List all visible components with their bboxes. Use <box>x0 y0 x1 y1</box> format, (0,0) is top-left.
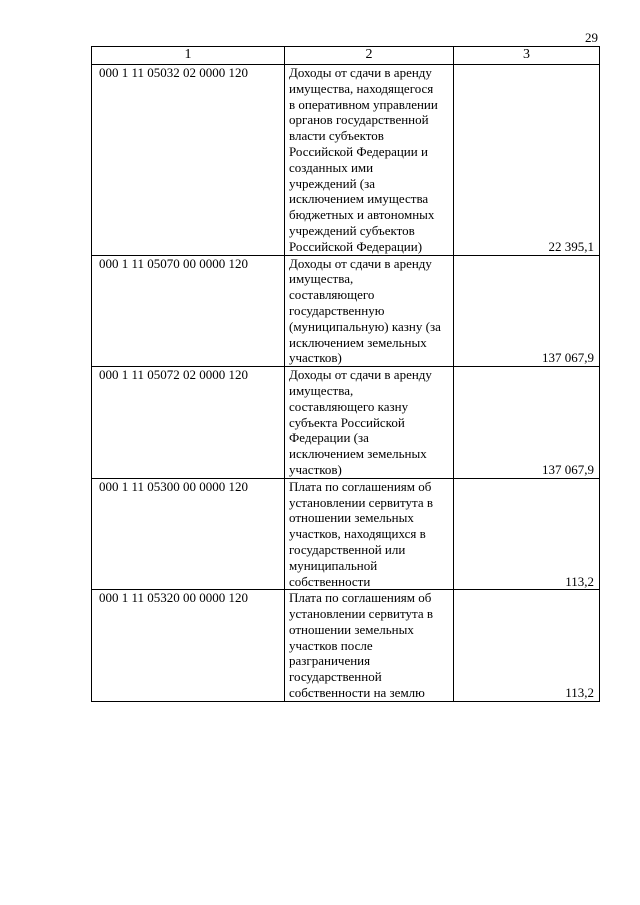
budget-revenue-table <box>91 46 600 702</box>
description-line: участков) <box>289 350 342 366</box>
revenue-code-cell: 000 1 11 05070 00 0000 120 <box>92 255 285 367</box>
description-line: Российской Федерации) <box>289 238 423 254</box>
description-line: Плата по соглашениям об <box>289 478 432 494</box>
description-line: власти субъектов <box>289 128 384 144</box>
description-line: созданных ими <box>289 159 374 175</box>
header-col-amount: 3 <box>454 47 600 65</box>
description-line: имущества, <box>289 382 354 398</box>
header-row <box>92 47 600 65</box>
description-line: учреждений (за <box>289 175 376 191</box>
revenue-code-cell: 000 1 11 05300 00 0000 120 <box>92 478 285 590</box>
amount-cell: 137 067,9 <box>454 367 600 479</box>
amount-cell: 137 067,9 <box>454 255 600 367</box>
table-row <box>92 590 600 702</box>
table-row <box>92 478 600 590</box>
description-line: Доходы от сдачи в аренду <box>289 367 432 383</box>
header-col-code: 1 <box>92 47 285 65</box>
description-line: участков) <box>289 461 342 477</box>
revenue-description-cell <box>285 478 454 590</box>
description-line: исключением земельных <box>289 446 427 462</box>
description-line: государственную <box>289 302 385 318</box>
description-line: органов государственной <box>289 112 429 128</box>
description-line: в оперативном управлении <box>289 96 438 112</box>
table-row <box>92 255 600 367</box>
table-header <box>92 47 600 65</box>
description-line: составляющего <box>289 287 375 303</box>
description-line: имущества, <box>289 271 354 287</box>
description-line: Доходы от сдачи в аренду <box>289 255 432 271</box>
description-line: исключением земельных <box>289 334 427 350</box>
description-line: установлении сервитута в <box>289 606 433 622</box>
revenue-description-cell <box>285 65 454 256</box>
revenue-code-cell: 000 1 11 05072 02 0000 120 <box>92 367 285 479</box>
revenue-description-cell <box>285 367 454 479</box>
description-line: участков после <box>289 637 373 653</box>
revenue-code-cell: 000 1 11 05320 00 0000 120 <box>92 590 285 702</box>
description-line: учреждений субъектов <box>289 222 415 238</box>
header-col-description: 2 <box>285 47 454 65</box>
description-line: субъекта Российской <box>289 414 405 430</box>
description-line: Российской Федерации и <box>289 143 428 159</box>
description-line: государственной или <box>289 541 406 557</box>
description-line: отношении земельных <box>289 510 414 526</box>
table-row <box>92 65 600 256</box>
revenue-code-cell: 000 1 11 05032 02 0000 120 <box>92 65 285 256</box>
revenue-description-cell <box>285 590 454 702</box>
revenue-description-cell <box>285 255 454 367</box>
table-row <box>92 367 600 479</box>
description-line: Федерации (за <box>289 430 369 446</box>
amount-cell: 113,2 <box>454 590 600 702</box>
description-line: имущества, находящегося <box>289 80 434 96</box>
description-line: отношении земельных <box>289 621 414 637</box>
amount-cell: 22 395,1 <box>454 65 600 256</box>
description-line: государственной <box>289 669 382 685</box>
description-line: (муниципальную) казну (за <box>289 318 441 334</box>
description-line: Доходы от сдачи в аренду <box>289 65 432 80</box>
description-line: Плата по соглашениям об <box>289 590 432 606</box>
amount-cell: 113,2 <box>454 478 600 590</box>
description-line: бюджетных и автономных <box>289 207 435 223</box>
table-body <box>92 65 600 702</box>
description-line: собственности <box>289 573 371 589</box>
description-line: разграничения <box>289 653 371 669</box>
description-line: установлении сервитута в <box>289 494 433 510</box>
description-line: участков, находящихся в <box>289 526 426 542</box>
description-line: исключением имущества <box>289 191 429 207</box>
description-line: собственности на землю <box>289 685 425 701</box>
description-line: муниципальной <box>289 557 378 573</box>
description-line: составляющего казну <box>289 398 409 414</box>
page-number: 29 <box>585 30 598 45</box>
